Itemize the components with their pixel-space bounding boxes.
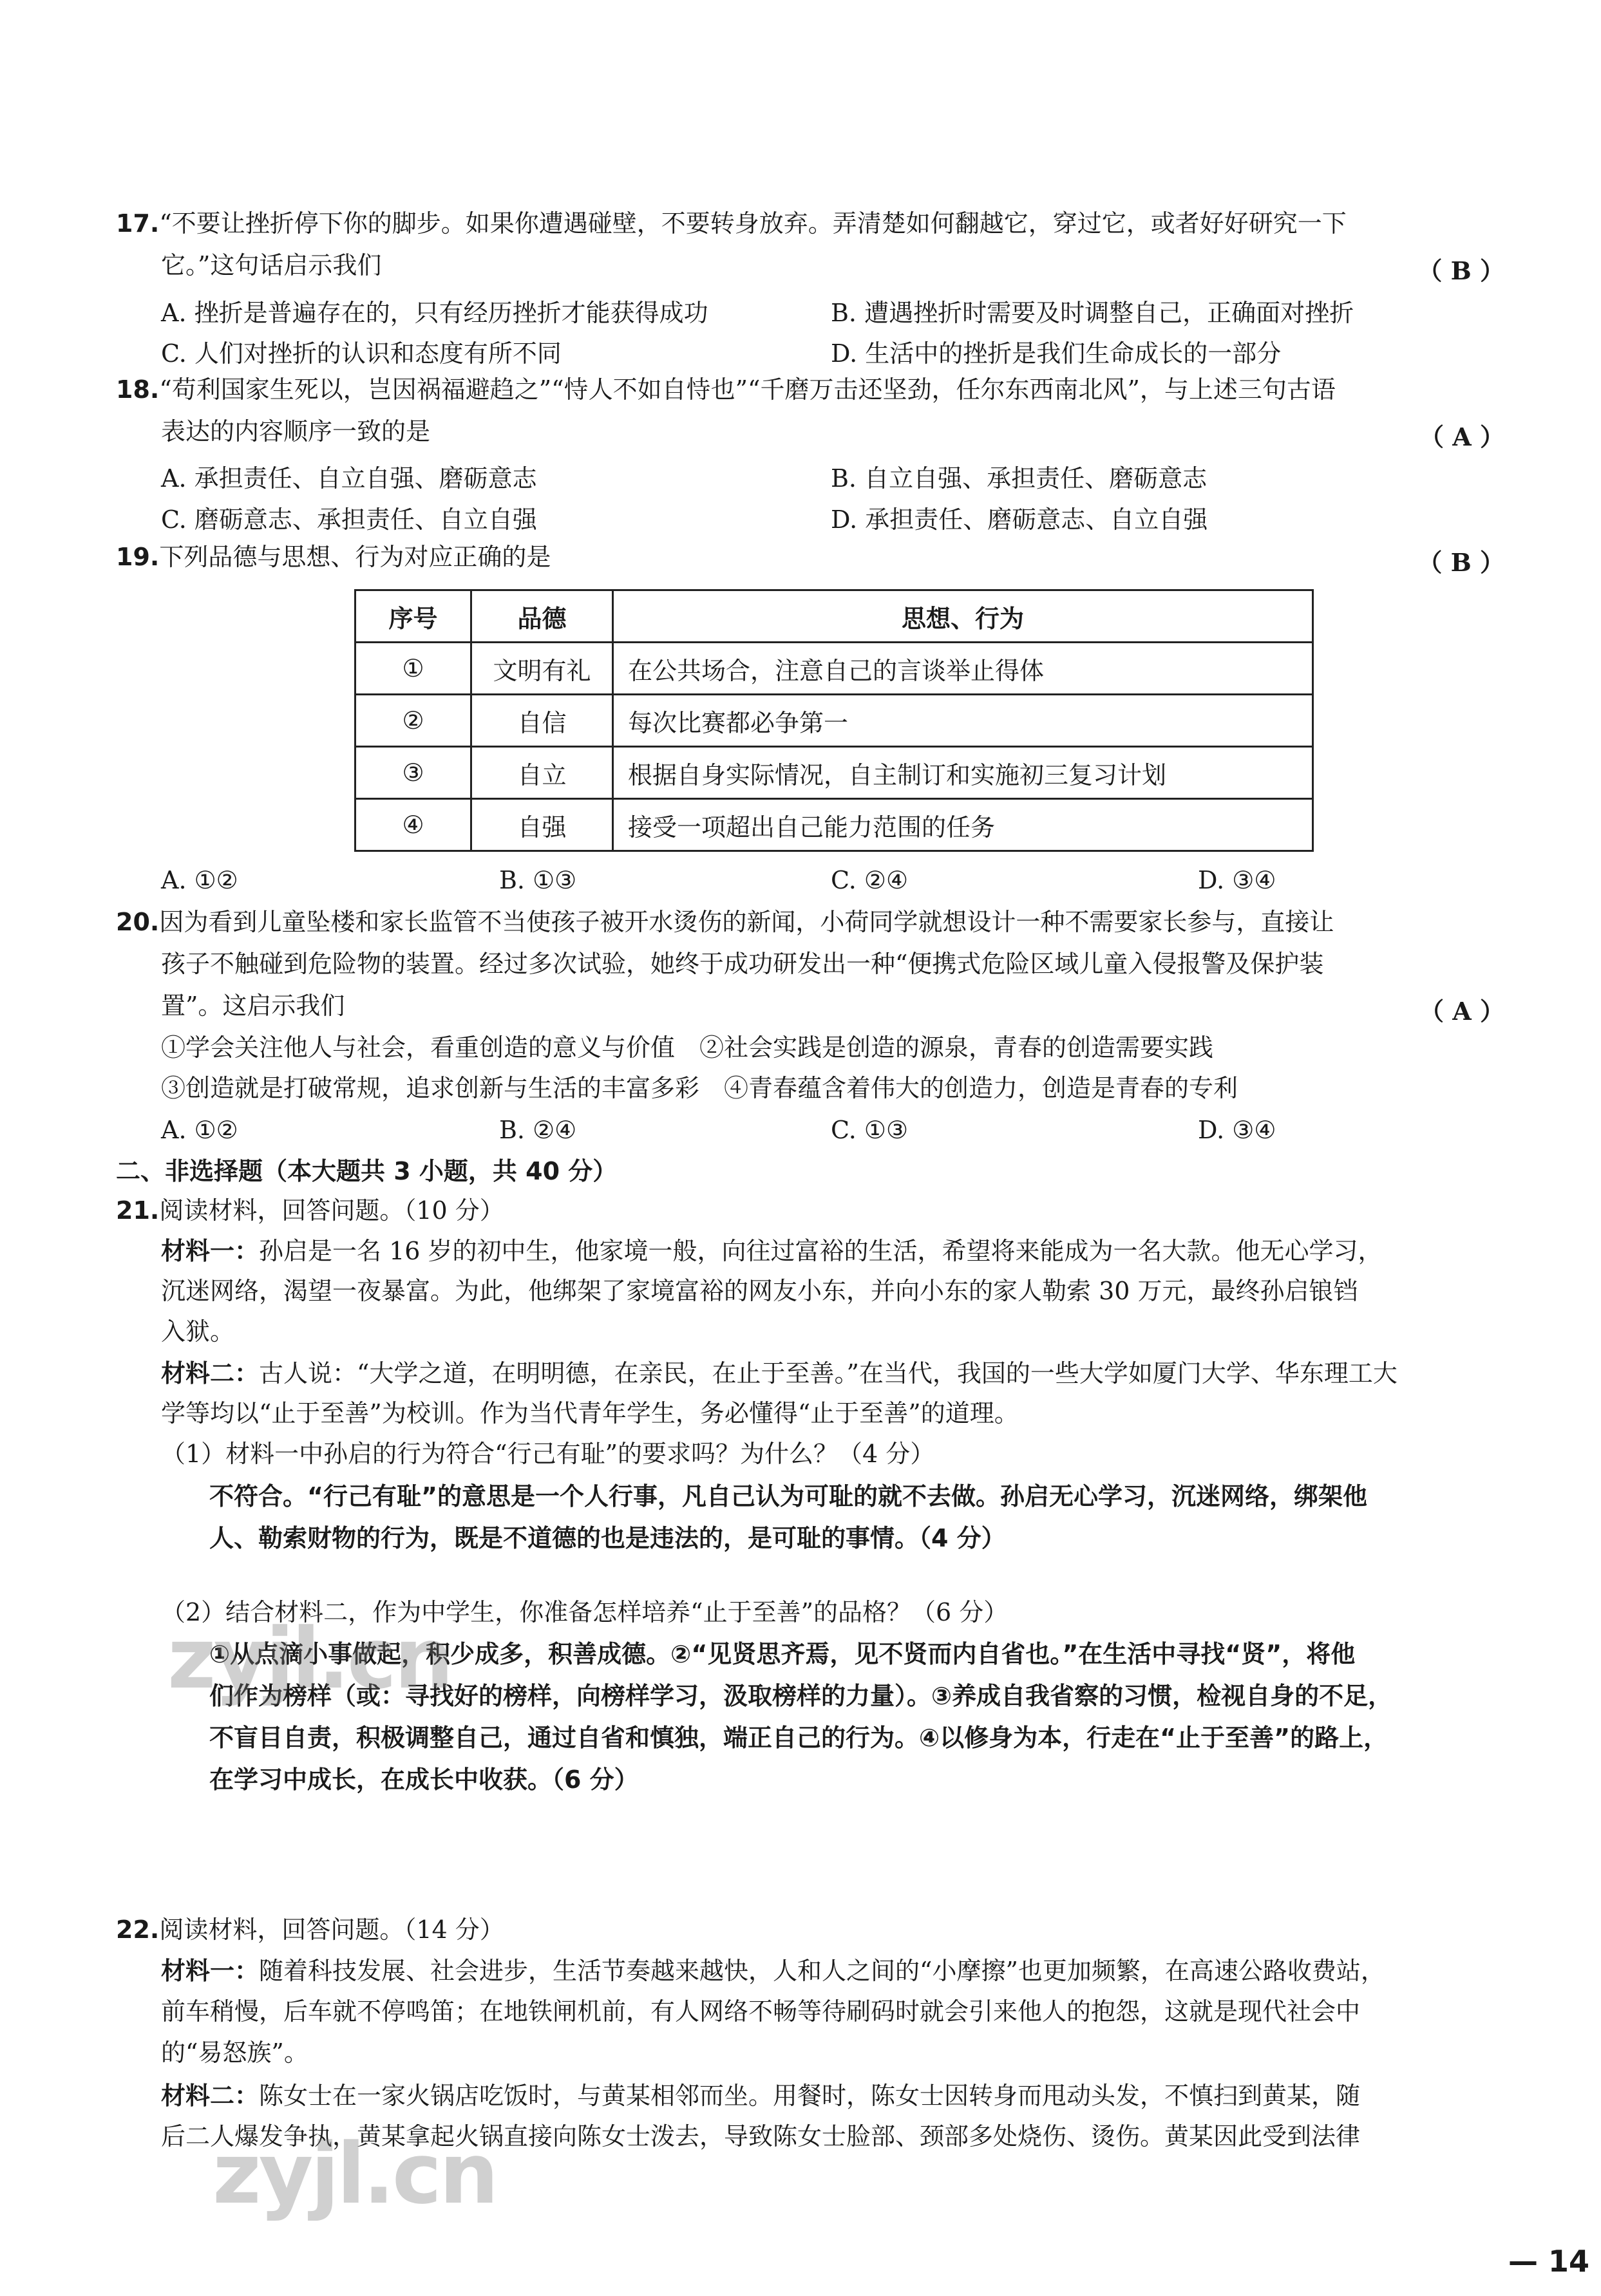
- q22-stem: 22.阅读材料，回答问题。（14 分）: [116, 1915, 504, 1944]
- watermark-bottom: zyjl.cn: [213, 2125, 497, 2223]
- q21-material2-line1: 材料二：古人说：“大学之道，在明明德，在亲民，在止于至善。”在当代，我国的一些大学如厦门大学、华东理工大: [161, 1359, 1397, 1388]
- q19-table: [354, 589, 1314, 852]
- q19-answer: （ B ）: [1417, 548, 1504, 577]
- q18-stem-line1: 18.“苟利国家生死以，岂因祸福避趋之”“恃人不如自恃也”“千磨万击还坚劲，任尔东西南北风”，与上述三句古语: [116, 375, 1336, 404]
- table-cell: 在公共场合，注意自己的言谈举止得体: [613, 643, 1313, 695]
- q20-statement-line2: ③创造就是打破常规，追求创新与生活的丰富多彩 ④青春蕴含着伟大的创造力，创造是青春的专利: [161, 1074, 1238, 1102]
- q18-stem-line2: 表达的内容顺序一致的是: [161, 417, 431, 446]
- q18-option-b: B. 自立自强、承担责任、磨砺意志: [831, 464, 1208, 493]
- q21-material2-label: 材料二：: [161, 1359, 260, 1388]
- table-header-cell: 序号: [355, 590, 471, 643]
- q19-option-a: A. ①②: [161, 866, 238, 894]
- q21-material1-line3: 入狱。: [161, 1317, 235, 1346]
- table-cell: 自信: [471, 695, 613, 747]
- table-cell: 文明有礼: [471, 643, 613, 695]
- table-header-row: [355, 590, 1313, 643]
- table-row: [355, 747, 1313, 799]
- q17-answer: （ B ）: [1417, 256, 1504, 285]
- q20-stem-line3: 置”。这启示我们: [161, 992, 345, 1020]
- q17-option-c: C. 人们对挫折的认识和态度有所不同: [161, 339, 562, 368]
- q21-sub1-question: （1）材料一中孙启的行为符合“行己有耻”的要求吗？为什么？（4 分）: [161, 1440, 935, 1468]
- q19-option-c: C. ②④: [831, 866, 909, 894]
- q22-material1-line1: 材料一：随着科技发展、社会进步，生活节奏越来越快，人和人之间的“小摩擦”也更加频繁，在高速公路收费站，: [161, 1956, 1385, 1985]
- q22-material2-label: 材料二：: [161, 2081, 260, 2110]
- q21-sub2-answer-line4: 在学习中成长，在成长中收获。（6 分）: [209, 1765, 639, 1794]
- q22-material1-label: 材料一：: [161, 1956, 260, 1985]
- q22-material1-line3: 的“易怒族”。: [161, 2038, 308, 2067]
- table-cell: 自强: [471, 799, 613, 851]
- q22-material2-line1: 材料二：陈女士在一家火锅店吃饭时，与黄某相邻而坐。用餐时，陈女士因转身而甩动头发，不慎扫到黄某，随: [161, 2081, 1361, 2110]
- section-2-title: 二、非选择题（本大题共 3 小题，共 40 分）: [116, 1157, 618, 1185]
- q21-sub1-answer-line1: 不符合。“行己有耻”的意思是一个人行事，凡自己认为可耻的就不去做。孙启无心学习，沉迷网络，绑架他: [209, 1482, 1367, 1510]
- q20-stem-line1: 20.因为看到儿童坠楼和家长监管不当使孩子被开水烫伤的新闻，小荷同学就想设计一种不需要家长参与，直接让: [116, 908, 1334, 936]
- q18-option-d: D. 承担责任、磨砺意志、自立自强: [831, 505, 1208, 534]
- table-cell: ②: [355, 695, 471, 747]
- q20-option-a: A. ①②: [161, 1116, 238, 1144]
- q20-option-d: D. ③④: [1198, 1116, 1276, 1144]
- table-cell: ①: [355, 643, 471, 695]
- q21-sub2-answer-line2: 们作为榜样（或：寻找好的榜样，向榜样学习，汲取榜样的力量）。③养成自我省察的习惯，检视自身的不足，: [209, 1682, 1393, 1710]
- q22-material1-line2: 前车稍慢，后车就不停鸣笛；在地铁闸机前，有人网络不畅等待刷码时就会引来他人的抱怨，这就是现代社会中: [161, 1997, 1361, 2026]
- q17-option-d: D. 生活中的挫折是我们生命成长的一部分: [831, 339, 1282, 368]
- watermark-top: zyjl.cn: [167, 1610, 451, 1708]
- q18-number: 18.: [116, 375, 160, 404]
- table-cell: 接受一项超出自己能力范围的任务: [613, 799, 1313, 851]
- page-number: — 14: [1508, 2244, 1589, 2279]
- table-header-cell: 思想、行为: [613, 590, 1313, 643]
- q21-material1-label: 材料一：: [161, 1236, 260, 1265]
- q20-answer: （ A ）: [1419, 997, 1504, 1026]
- table-row: [355, 799, 1313, 851]
- q18-answer: （ A ）: [1419, 422, 1504, 451]
- q21-material1-line2: 沉迷网络，渴望一夜暴富。为此，他绑架了家境富裕的网友小东，并向小东的家人勒索 30 万元，最终孙启锒铛: [161, 1277, 1358, 1305]
- q17-stem-line2: 它。”这句话启示我们: [161, 251, 382, 279]
- q17-option-a: A. 挫折是普遍存在的，只有经历挫折才能获得成功: [161, 299, 708, 327]
- q22-material2-line2: 后二人爆发争执，黄某拿起火锅直接向陈女士泼去，导致陈女士脸部、颈部多处烧伤、烫伤。黄某因此受到法律: [161, 2122, 1361, 2150]
- q17-number: 17.: [116, 209, 160, 238]
- q20-statement-line1: ①学会关注他人与社会，看重创造的意义与价值 ②社会实践是创造的源泉，青春的创造需要实践: [161, 1033, 1214, 1062]
- q20-option-c: C. ①③: [831, 1116, 909, 1144]
- q21-stem: 21.阅读材料，回答问题。（10 分）: [116, 1196, 504, 1225]
- q21-sub2-answer-line3: 不盲目自责，积极调整自己，通过自省和慎独，端正自己的行为。④以修身为本，行走在“止于至善”的路上，: [209, 1724, 1388, 1752]
- table-cell: 根据自身实际情况，自主制订和实施初三复习计划: [613, 747, 1313, 799]
- q21-sub1-answer-line2: 人、勒索财物的行为，既是不道德的也是违法的，是可耻的事情。（4 分）: [209, 1524, 1006, 1552]
- q21-sub2-question: （2）结合材料二，作为中学生，你准备怎样培养“止于至善”的品格？（6 分）: [161, 1598, 1009, 1626]
- table-row: [355, 695, 1313, 747]
- table-row: [355, 643, 1313, 695]
- q22-number: 22.: [116, 1915, 160, 1944]
- table-cell: 每次比赛都必争第一: [613, 695, 1313, 747]
- q19-stem-line1: 19.下列品德与思想、行为对应正确的是: [116, 543, 551, 571]
- q17-option-b: B. 遭遇挫折时需要及时调整自己，正确面对挫折: [831, 299, 1354, 327]
- table-cell: ④: [355, 799, 471, 851]
- q20-option-b: B. ②④: [499, 1116, 577, 1144]
- q20-stem-line2: 孩子不触碰到危险物的装置。经过多次试验，她终于成功研发出一种“便携式危险区域儿童入侵报警及保护装: [161, 950, 1324, 978]
- q19-option-d: D. ③④: [1198, 866, 1276, 894]
- table-cell: ③: [355, 747, 471, 799]
- q18-option-c: C. 磨砺意志、承担责任、自立自强: [161, 505, 537, 534]
- q21-sub2-answer-line1: ①从点滴小事做起，积少成多，积善成德。②“见贤思齐焉，见不贤而内自省也。”在生活中寻找“贤”，将他: [209, 1640, 1356, 1668]
- q19-number: 19.: [116, 543, 160, 571]
- table-cell: 自立: [471, 747, 613, 799]
- q21-material2-line2: 学等均以“止于至善”为校训。作为当代青年学生，务必懂得“止于至善”的道理。: [161, 1399, 1019, 1427]
- table-header-cell: 品德: [471, 590, 613, 643]
- q18-option-a: A. 承担责任、自立自强、磨砺意志: [161, 464, 537, 493]
- q21-material1-line1: 材料一：孙启是一名 16 岁的初中生，他家境一般，向往过富裕的生活，希望将来能成为一名大款。他无心学习，: [161, 1236, 1383, 1265]
- q19-option-b: B. ①③: [499, 866, 577, 894]
- q17-stem-line1: 17.“不要让挫折停下你的脚步。如果你遭遇碰壁，不要转身放弃。弄清楚如何翻越它，穿过它，或者好好研究一下: [116, 209, 1347, 238]
- q21-number: 21.: [116, 1196, 160, 1225]
- q20-number: 20.: [116, 908, 160, 936]
